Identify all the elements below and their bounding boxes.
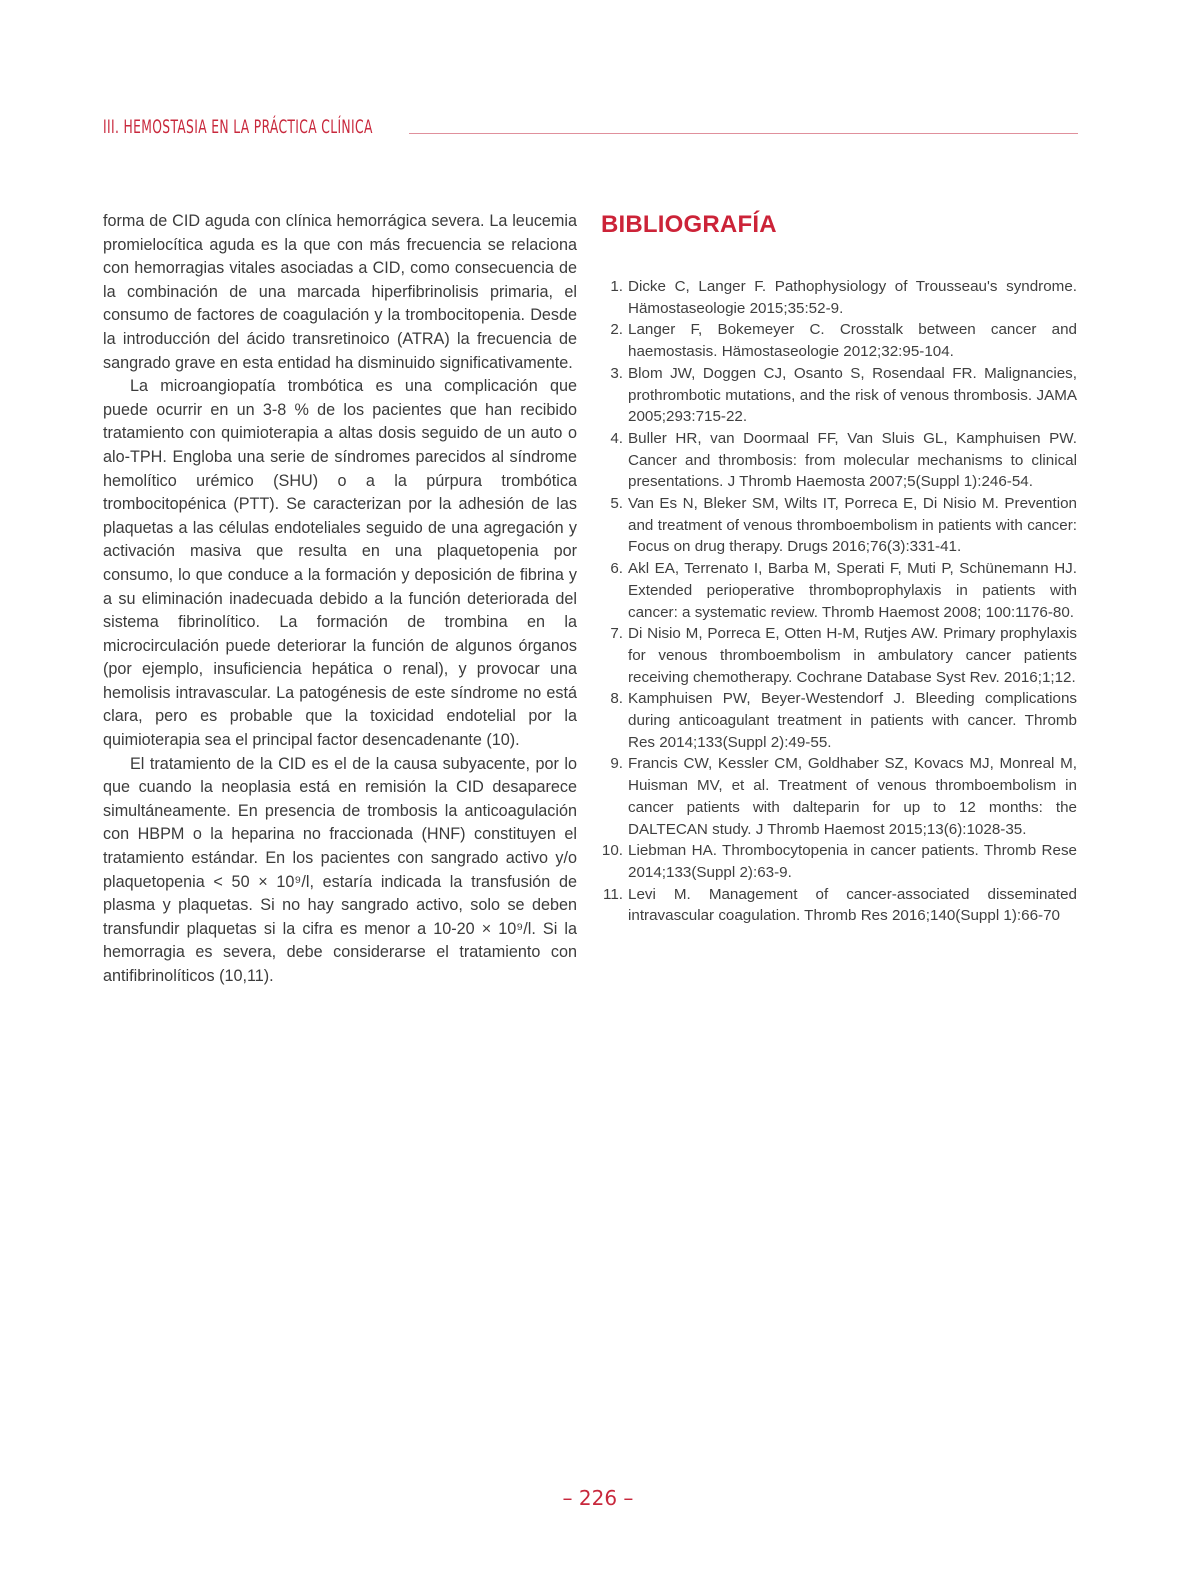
reference-text: Akl EA, Terrenato I, Barba M, Sperati F, Muti P, Schünemann HJ. Extended perioperative thromboprophylaxis in patients with cancer: a systematic review. Thromb Haemost 2008; 100:1176-80. bbox=[628, 560, 1077, 621]
reference-item bbox=[601, 363, 1077, 428]
reference-text: Van Es N, Bleker SM, Wilts IT, Porreca E, Di Nisio M. Prevention and treatment of venous thromboembolism in patients with cancer: Focus on drug therapy. Drugs 2016;76(3):331-41. bbox=[628, 495, 1077, 556]
reference-text: Liebman HA. Thrombocytopenia in cancer patients. Thromb Rese 2014;133(Suppl 2):63-9. bbox=[628, 842, 1077, 881]
page-number: – 226 – bbox=[562, 1486, 634, 1510]
reference-item bbox=[601, 428, 1077, 493]
reference-item bbox=[601, 623, 1077, 688]
body-paragraph: El tratamiento de la CID es el de la causa subyacente, por lo que cuando la neoplasia está en remisión la CID desaparece simultáneamente. En presencia de trombosis la anticoagulación con HBPM o la heparina no fraccionada (HNF) constituyen el tratamiento estándar. En los pacientes con sangrado activo y/o plaquetopenia < 50 × 10⁹/l, estaría indicada la transfusión de plasma y plaquetas. Si no hay sangrado activo, solo se deben transfundir plaquetas si la cifra es menor a 10-20 × 10⁹/l. Si la hemorragia es severa, debe considerarse el tratamiento con antifibrinolíticos (10,11). bbox=[103, 754, 577, 985]
reference-text: Langer F, Bokemeyer C. Crosstalk between cancer and haemostasis. Hämostaseologie 2012;32:95-104. bbox=[628, 321, 1077, 361]
reference-item bbox=[601, 884, 1077, 927]
body-paragraph: La microangiopatía trombótica es una complicación que puede ocurrir en un 3-8 % de los pacientes que han recibido tratamiento con quimioterapia a altas dosis seguido de un auto o alo-TPH. Engloba una serie de síndromes parecidos al síndrome hemolítico urémico (SHU) o a la púrpura trombótica trombocitopénica (PTT). Se caracterizan por la adhesión de las plaquetas a las células endoteliales seguido de una agregación y activación masiva que resulta en una plaquetopenia por consumo, lo que conduce a la formación y deposición de fibrina y a su eliminación inadecuada debido a la función deteriorada del sistema fibrinolítico. La formación de trombina en la microcirculación puede deteriorar la función de algunos órganos (por ejemplo, insuficiencia hepática o renal), y provocar una hemolisis intravascular. La patogénesis de este síndrome no está clara, pero es probable que la toxicidad endotelial por la quimioterapia sea el principal factor desencadenante (10). bbox=[103, 377, 577, 750]
reference-number: 6. bbox=[610, 560, 623, 578]
body-text-column bbox=[103, 210, 577, 989]
bibliography-heading: BIBLIOGRAFÍA bbox=[601, 211, 777, 238]
reference-text: Kamphuisen PW, Beyer-Westendorf J. Bleeding complications during anticoagulant treatment in patients with cancer. Thromb Res 2014;133(Suppl 2):49-55. bbox=[628, 690, 1077, 751]
reference-text: Levi M. Management of cancer-associated disseminated intravascular coagulation. Thromb Res 2016;140(Suppl 1):66-70 bbox=[628, 885, 1077, 925]
reference-text: Dicke C, Langer F. Pathophysiology of Trousseau's syndrome. Hämostaseologie 2015;35:52-9. bbox=[628, 278, 1077, 317]
reference-number: 1. bbox=[610, 278, 623, 295]
reference-item bbox=[601, 493, 1077, 558]
reference-number: 11. bbox=[603, 885, 623, 903]
reference-text: Blom JW, Doggen CJ, Osanto S, Rosendaal FR. Malignancies, prothrombotic mutations, and the risk of venous thrombosis. JAMA 2005;293:715-22. bbox=[628, 364, 1077, 426]
reference-text: Buller HR, van Doormaal FF, Van Sluis GL, Kamphuisen PW. Cancer and thrombosis: from molecular mechanisms to clinical presentations. J Thromb Haemosta 2007;5(Suppl 1):246-54. bbox=[628, 429, 1077, 491]
reference-text: Di Nisio M, Porreca E, Otten H-M, Rutjes AW. Primary prophylaxis for venous thromboembolism in ambulatory cancer patients receiving chemotherapy. Cochrane Database Syst Rev. 2016;1;12. bbox=[628, 625, 1077, 686]
reference-number: 3. bbox=[610, 364, 623, 382]
reference-item bbox=[601, 688, 1077, 753]
bibliography-section bbox=[601, 210, 1077, 927]
reference-text: Francis CW, Kessler CM, Goldhaber SZ, Kovacs MJ, Monreal M, Huisman MV, et al. Treatment of venous thromboembolism in cancer patients with dalteparin for up to 12 months: the DALTECAN study. J Thromb Haemost 2015;13(6):1028-35. bbox=[628, 755, 1077, 838]
running-header bbox=[103, 110, 1078, 138]
reference-item bbox=[601, 840, 1077, 883]
reference-list bbox=[601, 276, 1077, 927]
section-title: III. HEMOSTASIA EN LA PRÁCTICA CLÍNICA bbox=[103, 116, 373, 138]
reference-item bbox=[601, 753, 1077, 840]
reference-number: 10. bbox=[601, 842, 623, 860]
reference-item bbox=[601, 276, 1077, 319]
reference-number: 4. bbox=[610, 429, 623, 447]
reference-number: 9. bbox=[610, 755, 623, 773]
reference-item bbox=[601, 558, 1077, 623]
reference-number: 2. bbox=[610, 321, 623, 339]
header-rule bbox=[409, 133, 1078, 135]
reference-number: 8. bbox=[610, 690, 623, 708]
body-paragraph: forma de CID aguda con clínica hemorrágica severa. La leucemia promielocítica aguda es la que con más frecuencia se relaciona con hemorragias vitales asociadas a CID, como consecuencia de la combinación de una marcada hiperfibrinolisis primaria, el consumo de factores de coagulación y la trombocitopenia. Desde la introducción del ácido transretinoico (ATRA) la frecuencia de sangrado grave en esta entidad ha disminuido significativamente. bbox=[103, 212, 577, 372]
reference-number: 7. bbox=[610, 625, 623, 643]
reference-number: 5. bbox=[610, 495, 623, 513]
reference-item bbox=[601, 319, 1077, 362]
